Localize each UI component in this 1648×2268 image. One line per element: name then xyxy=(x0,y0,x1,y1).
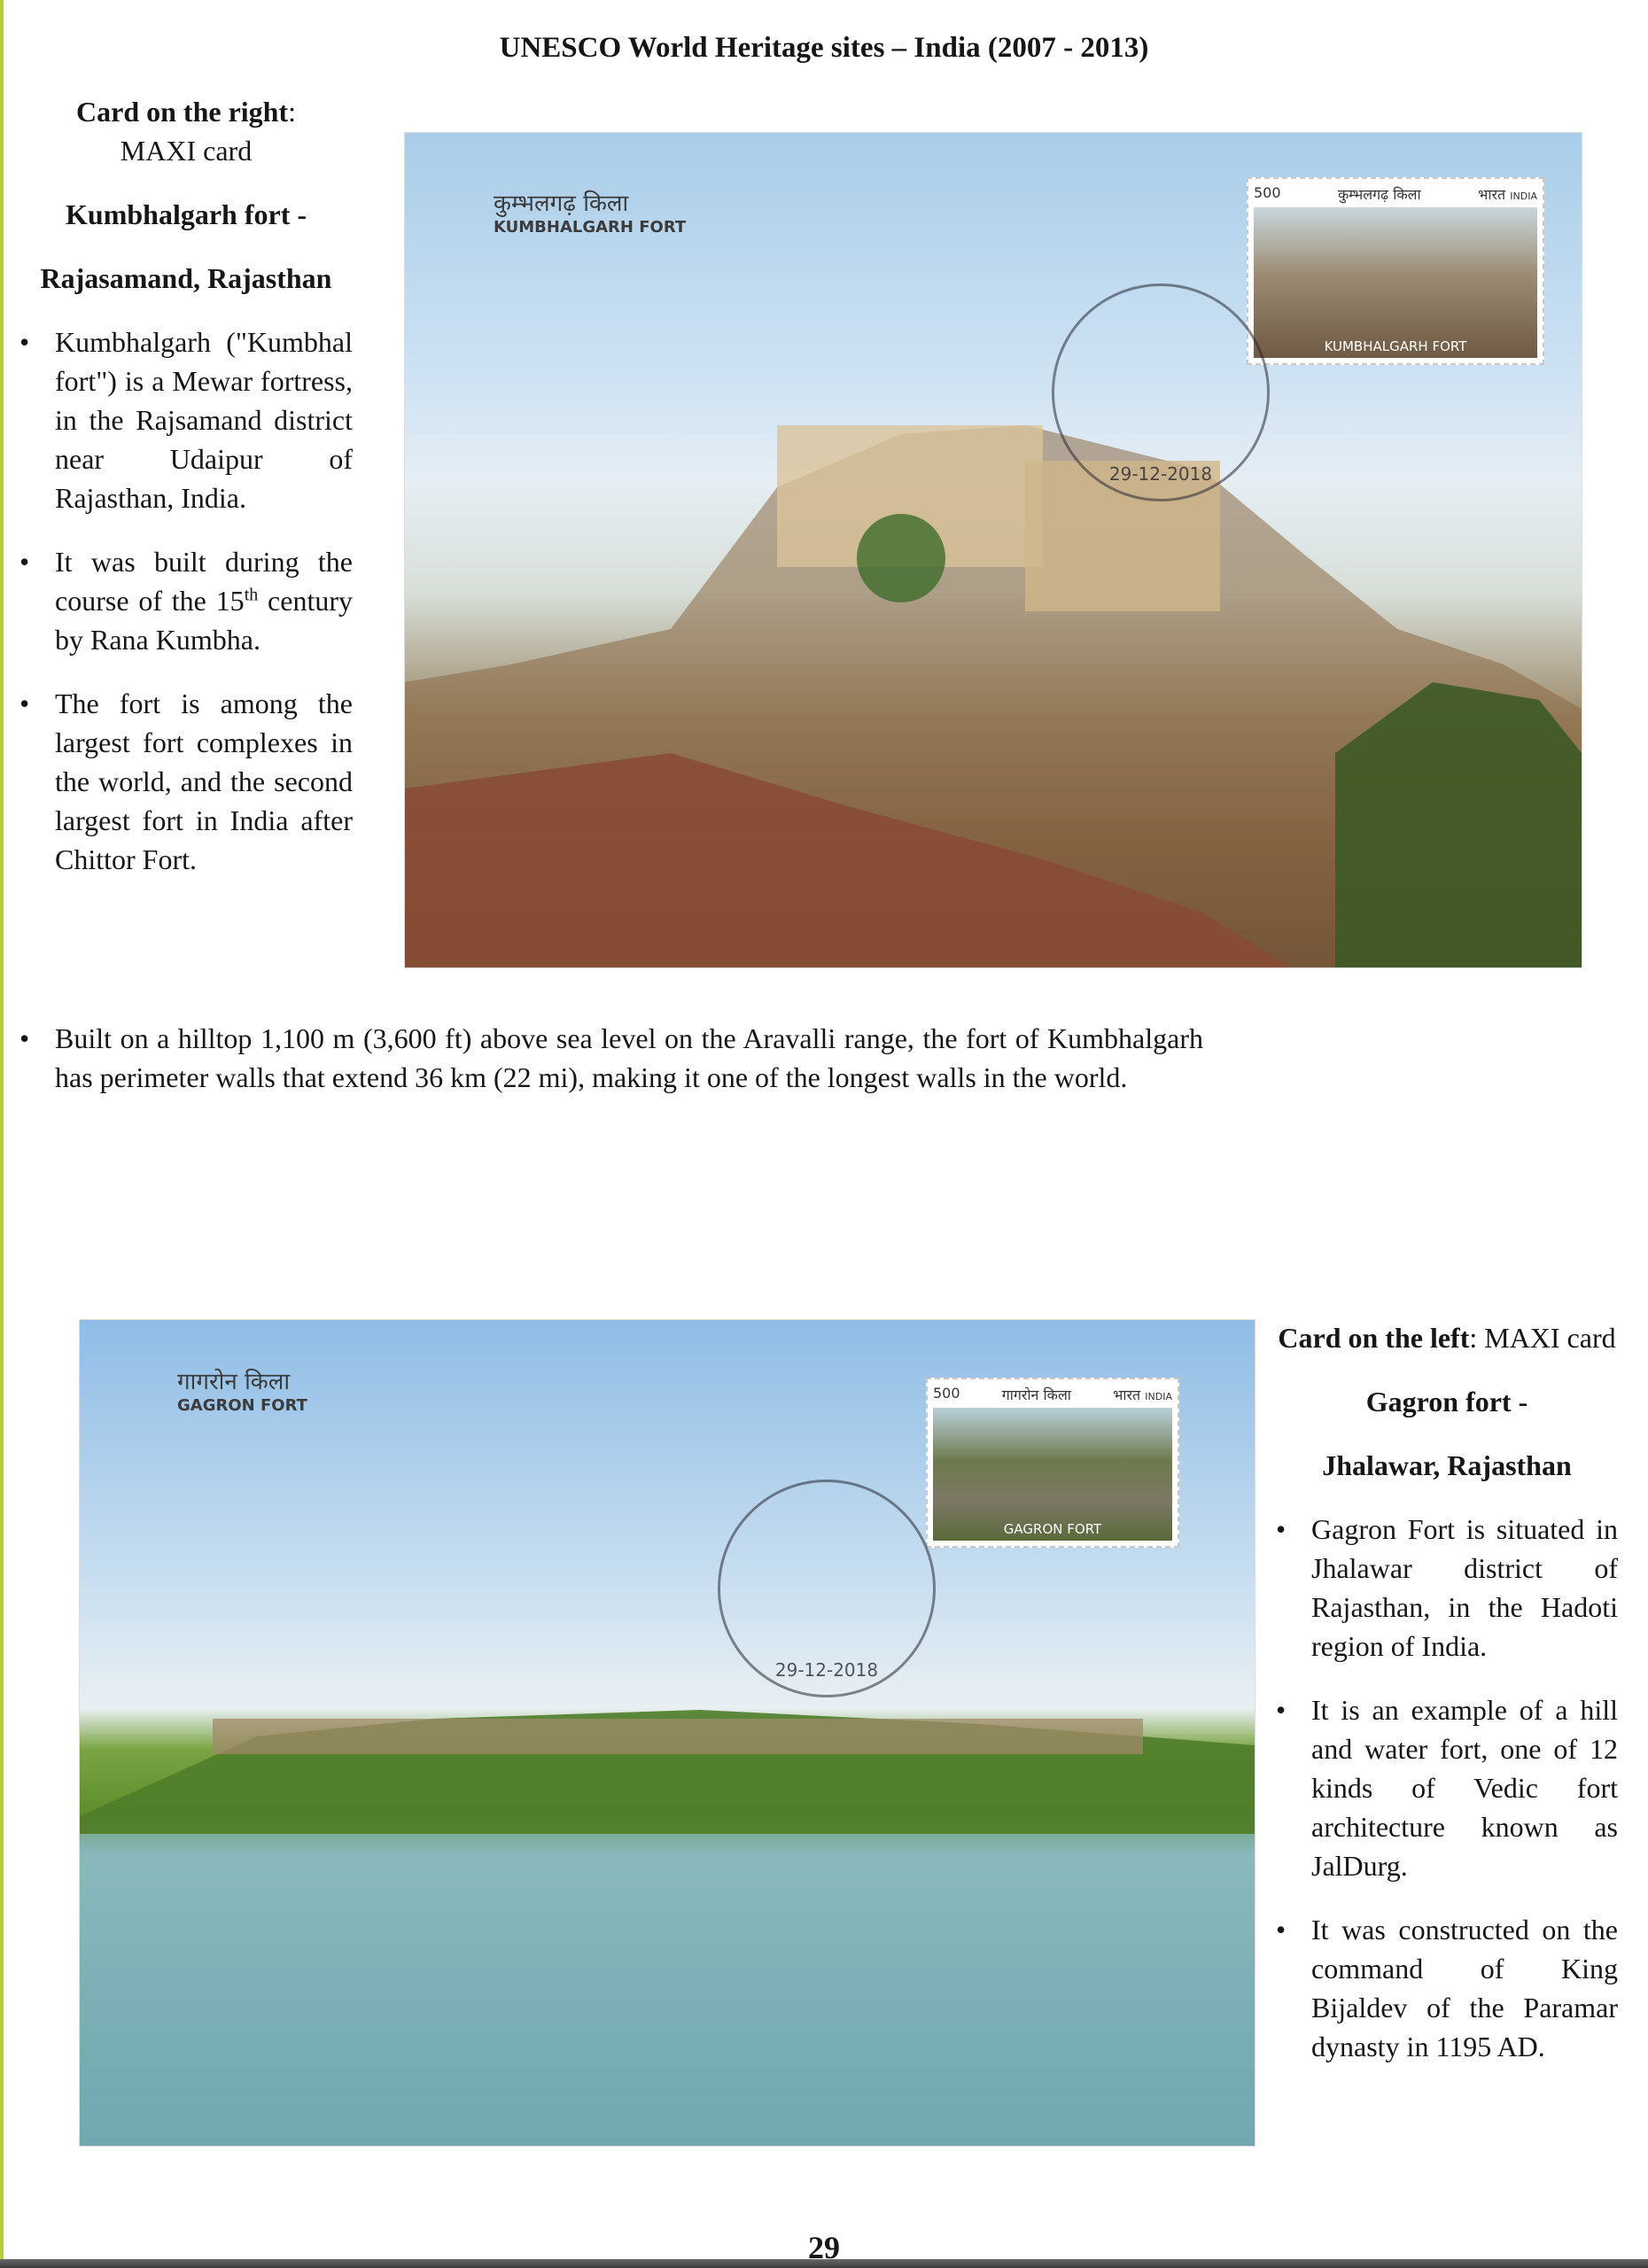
caption-english: KUMBHALGARH FORT xyxy=(494,218,687,237)
bullet-item: • Built on a hilltop 1,100 m (3,600 ft) above sea level on the Aravalli range, the fort of Kumbhalgarh has perimeter walls that extend 36 km (22 mi), making it one of the longest walls in the world. xyxy=(19,1019,1203,1097)
section-subheading: Rajasamand, Rajasthan xyxy=(40,262,332,294)
superscript: th xyxy=(244,585,259,605)
bullet-text: It was built during the course of the 15 xyxy=(55,546,353,617)
caption-english: GAGRON FORT xyxy=(177,1396,307,1415)
section-subheading: Jhalawar, Rajasthan xyxy=(1322,1449,1572,1481)
maxi-card-kumbhalgarh xyxy=(405,133,1582,967)
card-caption xyxy=(494,186,686,237)
stamp-header xyxy=(1254,184,1537,204)
page-border xyxy=(0,0,4,2268)
bullet-item xyxy=(19,542,353,659)
caption-hindi: कुम्भलगढ़ किला xyxy=(494,190,629,217)
card-type: MAXI card xyxy=(120,135,253,167)
full-width-bullet xyxy=(19,1019,1203,1097)
bullet-item: • It is an example of a hill and water fort, one of 12 kinds of Vedic fort architecture known as JalDurg. xyxy=(1276,1690,1618,1885)
section-heading: Kumbhalgarh fort - xyxy=(66,198,307,230)
bullet-item: • Kumbhalgarh ("Kumbhal fort") is a Mewar fortress, in the Rajsamand district near Udaipur of Rajasthan, India. xyxy=(19,322,353,517)
bullet-item: • The fort is among the largest fort complexes in the world, and the second largest fort in India after Chittor Fort. xyxy=(19,684,353,879)
caption-hindi: गागरोन किला xyxy=(177,1369,291,1395)
page-title: UNESCO World Heritage sites – India (2007 - 2013) xyxy=(499,32,1149,64)
postage-stamp xyxy=(1247,177,1544,365)
postage-stamp xyxy=(926,1378,1179,1548)
card-label: Card on the right xyxy=(76,96,289,128)
bullet-list xyxy=(1276,1510,1618,2066)
stamp-name: कुम्भलगढ़ किला xyxy=(1337,186,1421,203)
card-caption xyxy=(177,1364,307,1415)
bullet-item: • Gagron Fort is situated in Jhalawar district of Rajasthan, in the Hadoti region of India. xyxy=(1276,1510,1618,1666)
card-label: Card on the left xyxy=(1278,1322,1470,1354)
stamp-caption: GAGRON FORT xyxy=(1003,1521,1102,1537)
bullet-text-tail: century by Rana Kumbha. xyxy=(55,585,354,656)
postmark-cancellation xyxy=(1052,284,1270,501)
stamp-name: गागरोन किला xyxy=(1001,1386,1071,1403)
stamp-country: भारत INDIA xyxy=(1478,186,1537,203)
postmark-date: 29-12-2018 xyxy=(1108,463,1213,485)
section-heading: Gagron fort - xyxy=(1365,1386,1528,1418)
stamp-caption: KUMBHALGARH FORT xyxy=(1324,338,1467,354)
bullet-list xyxy=(19,322,353,879)
bullet-item: • It was constructed on the command of King Bijaldev of the Paramar dynasty in 1195 AD. xyxy=(1276,1910,1618,2066)
stamp-country: भारत INDIA xyxy=(1113,1386,1172,1403)
section-kumbhalgarh-text xyxy=(19,92,353,904)
card-label-line xyxy=(1276,1318,1618,1357)
stamp-image xyxy=(1254,207,1537,358)
stamp-image xyxy=(933,1408,1172,1541)
postmark-cancellation xyxy=(718,1480,936,1697)
stamp-value: 500 xyxy=(1254,184,1281,201)
section-gagron-text xyxy=(1276,1318,1618,2091)
card-label-colon: : xyxy=(288,96,296,128)
card-type: MAXI card xyxy=(1484,1322,1616,1354)
card-label-line xyxy=(19,92,353,131)
postmark-date: 29-12-2018 xyxy=(774,1659,879,1681)
maxi-card-gagron xyxy=(80,1320,1255,2146)
page-number: 29 xyxy=(808,2230,840,2265)
card-label-colon: : xyxy=(1469,1322,1485,1354)
stamp-header xyxy=(933,1385,1172,1404)
stamp-value: 500 xyxy=(933,1385,960,1402)
